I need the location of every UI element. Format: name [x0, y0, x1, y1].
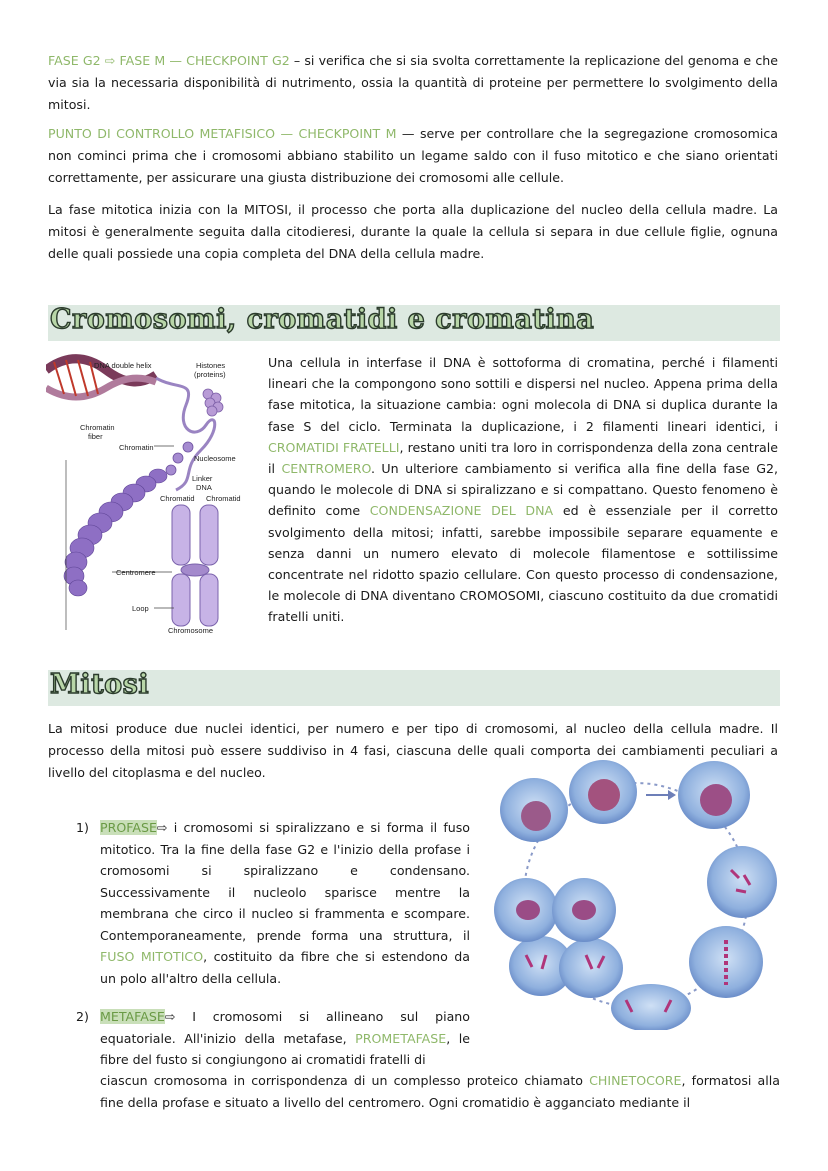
- chromatin-text-b: , restano uniti tra loro in corrispondenza della zona centrale il: [268, 439, 778, 477]
- list-number-2: 2): [76, 1009, 89, 1024]
- cell-interphase-1: [500, 778, 568, 842]
- label-chromatid-a: Chromatid: [160, 494, 195, 503]
- label-proteins: (proteins): [194, 370, 226, 379]
- section-title-mitosis: Mitosi: [50, 669, 150, 700]
- prophase-text-a: i cromosomi si spiralizzano e si forma il fuso mitotico. Tra la fine della fase G2 e l'inizio della profase i cromosomi si spiralizzano e condensano. Successivamente il nucleolo sparisce mentre la membrana che circo il nucleo si frammenta e scompare. Contemporaneamente, prende forma una struttura, il: [100, 820, 470, 943]
- cell-cytokinesis: [494, 878, 616, 942]
- arrow-icon: ⇨: [164, 1009, 176, 1024]
- metaphase-text-b: , le fibre del fusto si congiungono ai cromatidi fratelli di: [100, 1030, 470, 1067]
- cell-metaphase: [689, 926, 763, 998]
- list-number-1: 1): [76, 820, 89, 835]
- term-centromero: CENTROMERO: [281, 461, 371, 477]
- chromatin-text-a: Una cellula in interfase il DNA è sottoforma di cromatina, perché i filamenti lineari che la compongono sono sottili e dispersi nel nucleo. Appena prima della fase mitotica, la situazione cambia: ogni molecola di DNA si duplica durante la fase S del ciclo. Terminata la duplicazione, i 2 filamenti lineari identici, i: [268, 355, 778, 434]
- histones-graphic: [203, 389, 223, 416]
- checkpoint-m-paragraph: [48, 123, 778, 189]
- label-chromosome: Chromosome: [168, 626, 214, 635]
- metaphase-text-d: , formatosi alla fine della profase e situato a livello del centromero. Ogni cromatidio è agganciato mediante il: [100, 1073, 780, 1110]
- arrow-icon: ⇨: [156, 820, 168, 835]
- chromatin-text-c: . Un ulteriore cambiamento si verifica alla fine della fase G2, quando le molecole di DNA si spiralizzano e si compattano. Questo fenomeno è definito come: [268, 461, 778, 519]
- label-loop: Loop: [132, 604, 149, 613]
- term-metafase: METAFASE: [100, 1009, 165, 1024]
- metaphase-paragraph-part2: [100, 1070, 780, 1113]
- metaphase-paragraph-part1: [100, 1006, 470, 1071]
- label-dna-double-helix: DNA double helix: [94, 361, 152, 370]
- term-profase: PROFASE: [100, 820, 157, 835]
- chromosome-graphic: [172, 505, 218, 626]
- term-fuso-mitotico: FUSO MITOTICO: [100, 949, 204, 964]
- prophase-paragraph: [100, 817, 470, 989]
- chromatin-figure: [46, 350, 260, 640]
- term-cromatidi-fratelli: CROMATIDI FRATELLI: [268, 439, 400, 455]
- cell-prometaphase: [707, 846, 777, 918]
- checkpoint-m-text: — serve per controllare che la segregazione cromosomica non cominci prima che i cromosomi abbiano stabilito un legame saldo con il fuso mitotico e che siano orientati correttamente, per assicurare una giusta distribuzione dei cromosomi alle cellule.: [48, 126, 778, 185]
- label-chromatin-fiber-2: fiber: [88, 432, 103, 441]
- chromatin-text-d: ed è essenziale per il corretto svolgimento della mitosi; infatti, sarebbe impossibile separare equamente e senza danni un numero elevato di molecole filamentose e sottilissime concentrate nel ridotto spazio cellulare. Con questo processo di condensazione, le molecole di DNA diventano CROMOSOMI, ciascuno costituito da due cromatidi fratelli uniti.: [268, 503, 779, 625]
- label-linker-1: Linker: [192, 474, 213, 483]
- checkpoint-m-label: PUNTO DI CONTROLLO METAFISICO — CHECKPOINT M: [48, 126, 397, 141]
- term-chinetocore: CHINETOCORE: [589, 1073, 682, 1088]
- section-title-chromosomes: Cromosomi, cromatidi e cromatina: [50, 304, 595, 335]
- checkpoint-g2-text: – si verifica che si sia svolta correttamente la replicazione del genoma e che via sia la necessaria disponibilità di nutrimento, ossia la quantità di proteine per permettere lo svolgimento della mitosi.: [48, 53, 778, 112]
- label-chromatid-b: Chromatid: [206, 494, 241, 503]
- label-chromatin: Chromatin: [119, 443, 154, 452]
- mitosis-cycle-figure: [486, 750, 786, 1030]
- term-prometafase: PROMETAFASE: [355, 1030, 447, 1046]
- chromatin-paragraph: [268, 352, 778, 628]
- metaphase-text-a: I cromosomi si allineano sul piano equatoriale. All'inizio della metafase,: [100, 1009, 470, 1046]
- metaphase-text-c: ciascun cromosoma in corrispondenza di un complesso proteico chiamato: [100, 1073, 590, 1088]
- cell-interphase-2: [569, 760, 637, 824]
- section-band-mitosis: [48, 670, 780, 706]
- label-nucleosome: Nucleosome: [194, 454, 236, 463]
- label-centromere: Centromere: [116, 568, 156, 577]
- cell-anaphase: [611, 984, 691, 1030]
- prophase-text-b: , costituito da fibre che si estendono da un polo all'altro della cellula.: [100, 949, 471, 986]
- cell-telophase: [509, 936, 623, 998]
- mitotic-phase-paragraph: La fase mitotica inizia con la MITOSI, il processo che porta alla duplicazione del nucleo della cellula madre. La mitosi è generalmente seguita dalla citodieresi, durante la quale la cellula si separa in due cellule figlie, ognuna delle quali possiede una copia completa del DNA della cellula madre.: [48, 202, 778, 261]
- mitosis-intro-text: La mitosi produce due nuclei identici, per numero e per tipo di cromosomi, al nucleo della cellula madre. Il processo della mitosi può essere suddiviso in 4 fasi, ciascuna delle quali comporta dei cambiamenti peculiari a livello del citoplasma e del nucleo.: [48, 721, 778, 780]
- label-linker-2: DNA: [196, 483, 212, 492]
- term-condensazione-dna: CONDENSAZIONE DEL DNA: [369, 503, 554, 519]
- checkpoint-g2-paragraph: [48, 50, 778, 116]
- cell-prophase: [678, 761, 750, 829]
- label-chromatin-fiber-1: Chromatin: [80, 423, 115, 432]
- checkpoint-g2-label: FASE G2 ⇨ FASE M — CHECKPOINT G2: [48, 53, 290, 68]
- label-histones: Histones: [196, 361, 226, 370]
